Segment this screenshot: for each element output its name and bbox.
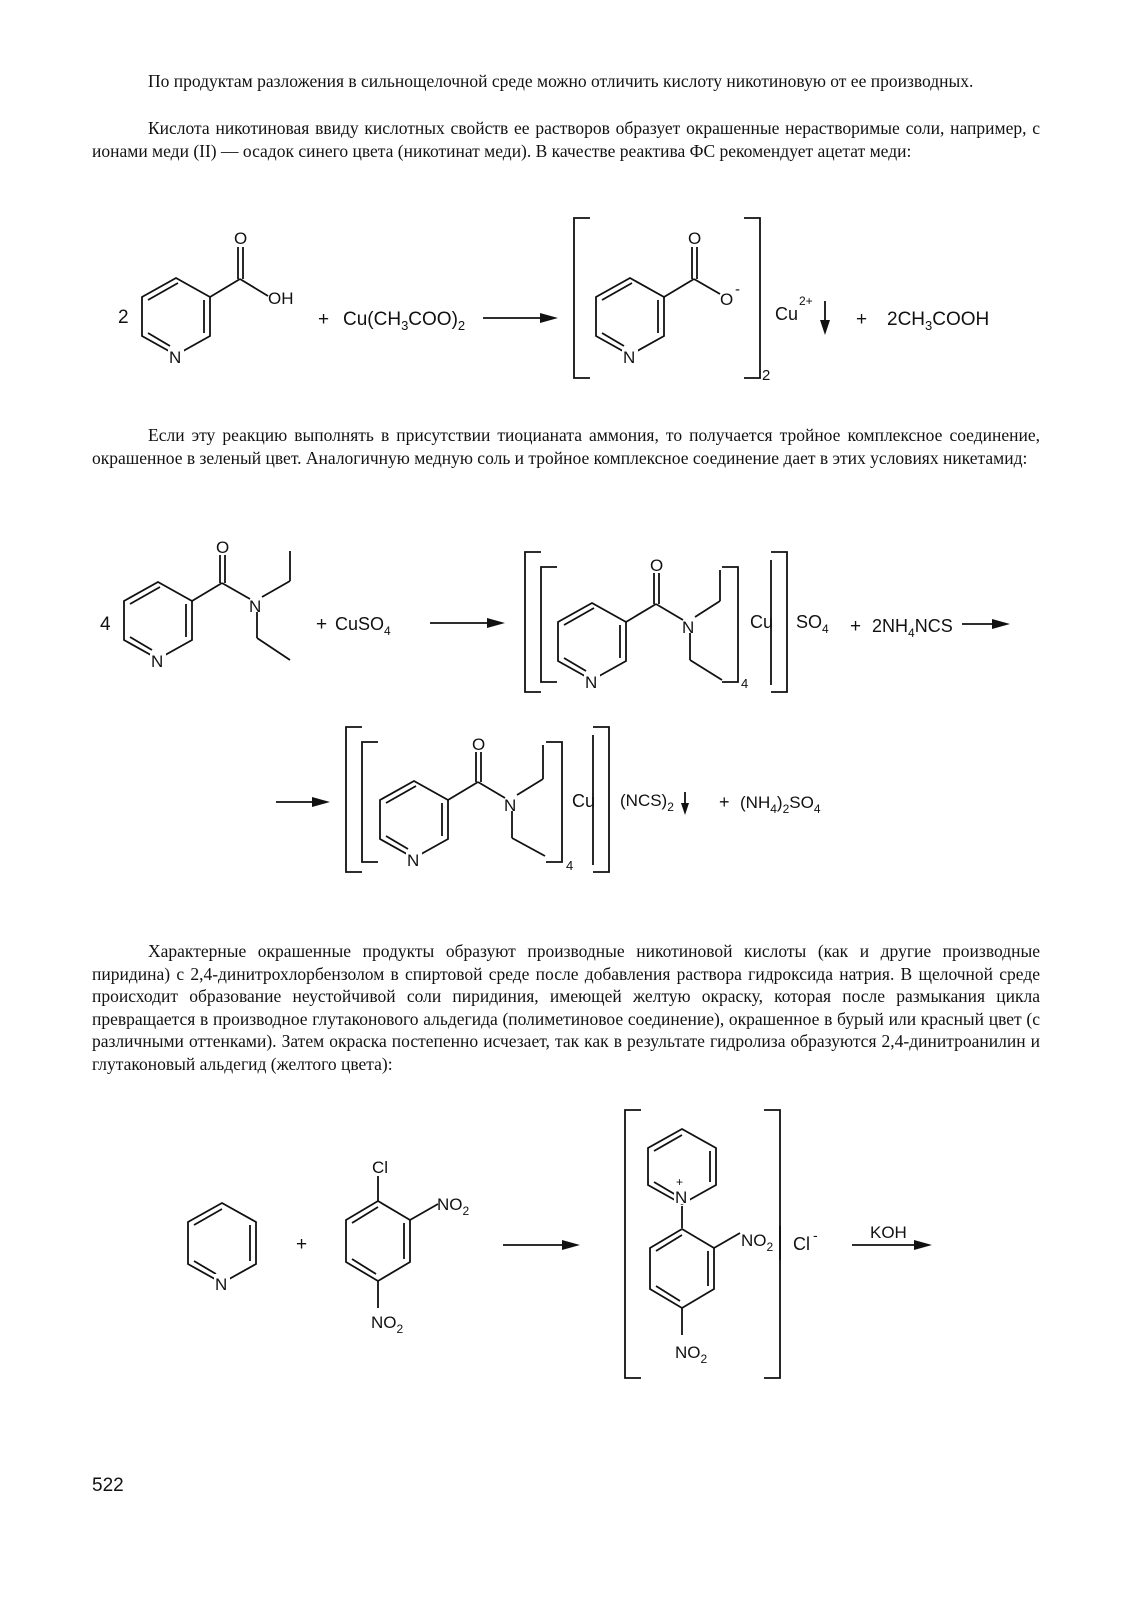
- svg-text:4: 4: [100, 614, 111, 635]
- paragraph-4: Характерные окрашенные продукты образуют производные никотиновой кислоты (как и другие производные пиридина) с 2,4-динитрохлорбензолом в спиртовой среде после добавления раствора гидроксида натрия. В щелочной среде происходит образование неустойчивой соли пиридиния, имеющей желтую окраску, которая после размыкания цикла превращается в производное глутаконового альдегида (полиметиновое соединение), окрашенное в бурый или красный цвет (с различными оттенками). Затем окраска постепенно исчезает, так как в результате гидролиза образуются 2,4-динитроанилин и глутаконовый альдегид (желтого цвета):: [92, 941, 1040, 1074]
- svg-text:N: N: [504, 796, 517, 815]
- svg-text:O: O: [720, 290, 734, 309]
- nitro-group: $NO_2$: [675, 1343, 708, 1366]
- svg-text:Cl: Cl: [372, 1158, 389, 1177]
- svg-text:+: +: [316, 614, 328, 635]
- thiocyanate: $(NCS)_2$: [620, 791, 674, 814]
- nikethamide-structure: [124, 538, 290, 671]
- nitro-group: $NO_2$: [741, 1231, 774, 1254]
- reaction-2-step-1: [100, 538, 1010, 692]
- svg-text:N: N: [169, 348, 182, 367]
- reaction-3: [188, 1110, 932, 1378]
- reaction-1: [118, 218, 989, 384]
- svg-text:O: O: [650, 556, 664, 575]
- nitro-group: $NO_2$: [437, 1195, 470, 1218]
- svg-text:O: O: [216, 538, 230, 557]
- svg-text:N: N: [407, 851, 420, 870]
- nitro-group: $NO_2$: [371, 1313, 404, 1336]
- svg-text:N: N: [249, 597, 262, 616]
- dinitrochlorobenzene-structure: [346, 1158, 470, 1336]
- svg-text:N: N: [675, 1188, 688, 1207]
- nicotinate-anion-structure: [596, 229, 740, 367]
- pyridine-structure: [188, 1203, 256, 1294]
- paragraph-2: Кислота никотиновая ввиду кислотных свойств ее растворов образует окрашенные нерастворимые соли, например, с ионами меди (II) — осадок синего цвета (никотинат меди). В качестве реактива ФС рекомендует ацетат меди:: [92, 118, 1040, 161]
- svg-text:N: N: [151, 652, 164, 671]
- svg-text:Cu: Cu: [572, 791, 596, 811]
- page-number: 522: [92, 1475, 124, 1496]
- nicotinic-acid-structure: [142, 229, 294, 367]
- svg-text:-: -: [813, 1227, 818, 1243]
- ammonium-sulfate: $(NH_4)_2SO_4$: [740, 793, 821, 816]
- paragraph-3: Если эту реакцию выполнять в присутствии тиоцианата аммония, то получается тройное комплексное соединение, окрашенное в зеленый цвет. Аналогичную медную соль и тройное комплексное соединение дает в этих условиях никетамид:: [92, 425, 1040, 468]
- pyridinium-salt-structure: [648, 1129, 774, 1366]
- svg-text:Cu: Cu: [775, 304, 799, 324]
- svg-text:4: 4: [566, 858, 574, 873]
- nikethamide-ligand-structure-2: [380, 735, 545, 870]
- svg-text:2+: 2+: [799, 294, 813, 308]
- nikethamide-ligand-structure: [558, 556, 722, 692]
- svg-text:OH: OH: [268, 289, 294, 308]
- copper-sulfate: CuSO$_4$: [335, 614, 391, 638]
- svg-text:+: +: [856, 309, 868, 330]
- svg-text:O: O: [688, 229, 702, 248]
- svg-text:+: +: [719, 792, 730, 812]
- svg-text:N: N: [215, 1275, 228, 1294]
- sulfate: $SO_4$: [796, 612, 829, 636]
- svg-text:Cl: Cl: [793, 1234, 810, 1254]
- copper-acetate: $Cu(CH_3COO)_2$: [343, 309, 466, 333]
- svg-text:Cu: Cu: [750, 612, 774, 632]
- svg-text:2: 2: [762, 367, 771, 384]
- reaction-2-step-2: [276, 727, 821, 873]
- coefficient-2: 2: [118, 307, 129, 328]
- svg-text:N: N: [682, 618, 695, 637]
- svg-text:+: +: [318, 309, 330, 330]
- svg-text:O: O: [472, 735, 486, 754]
- svg-text:N: N: [585, 673, 598, 692]
- svg-text:+: +: [296, 1234, 308, 1255]
- acetic-acid: $2CH_3COOH$: [887, 309, 990, 333]
- svg-text:4: 4: [741, 676, 749, 691]
- svg-text:N: N: [623, 348, 636, 367]
- paragraph-1: По продуктам разложения в сильнощелочной среде можно отличить кислоту никотиновую от ее производных.: [148, 71, 974, 91]
- svg-text:O: O: [234, 229, 248, 248]
- svg-text:-: -: [735, 281, 740, 298]
- svg-text:+: +: [676, 1175, 684, 1189]
- svg-text:+: +: [850, 616, 862, 637]
- ammonium-thiocyanate: $2NH_4NCS$: [872, 616, 953, 640]
- svg-text:KOH: KOH: [870, 1223, 907, 1242]
